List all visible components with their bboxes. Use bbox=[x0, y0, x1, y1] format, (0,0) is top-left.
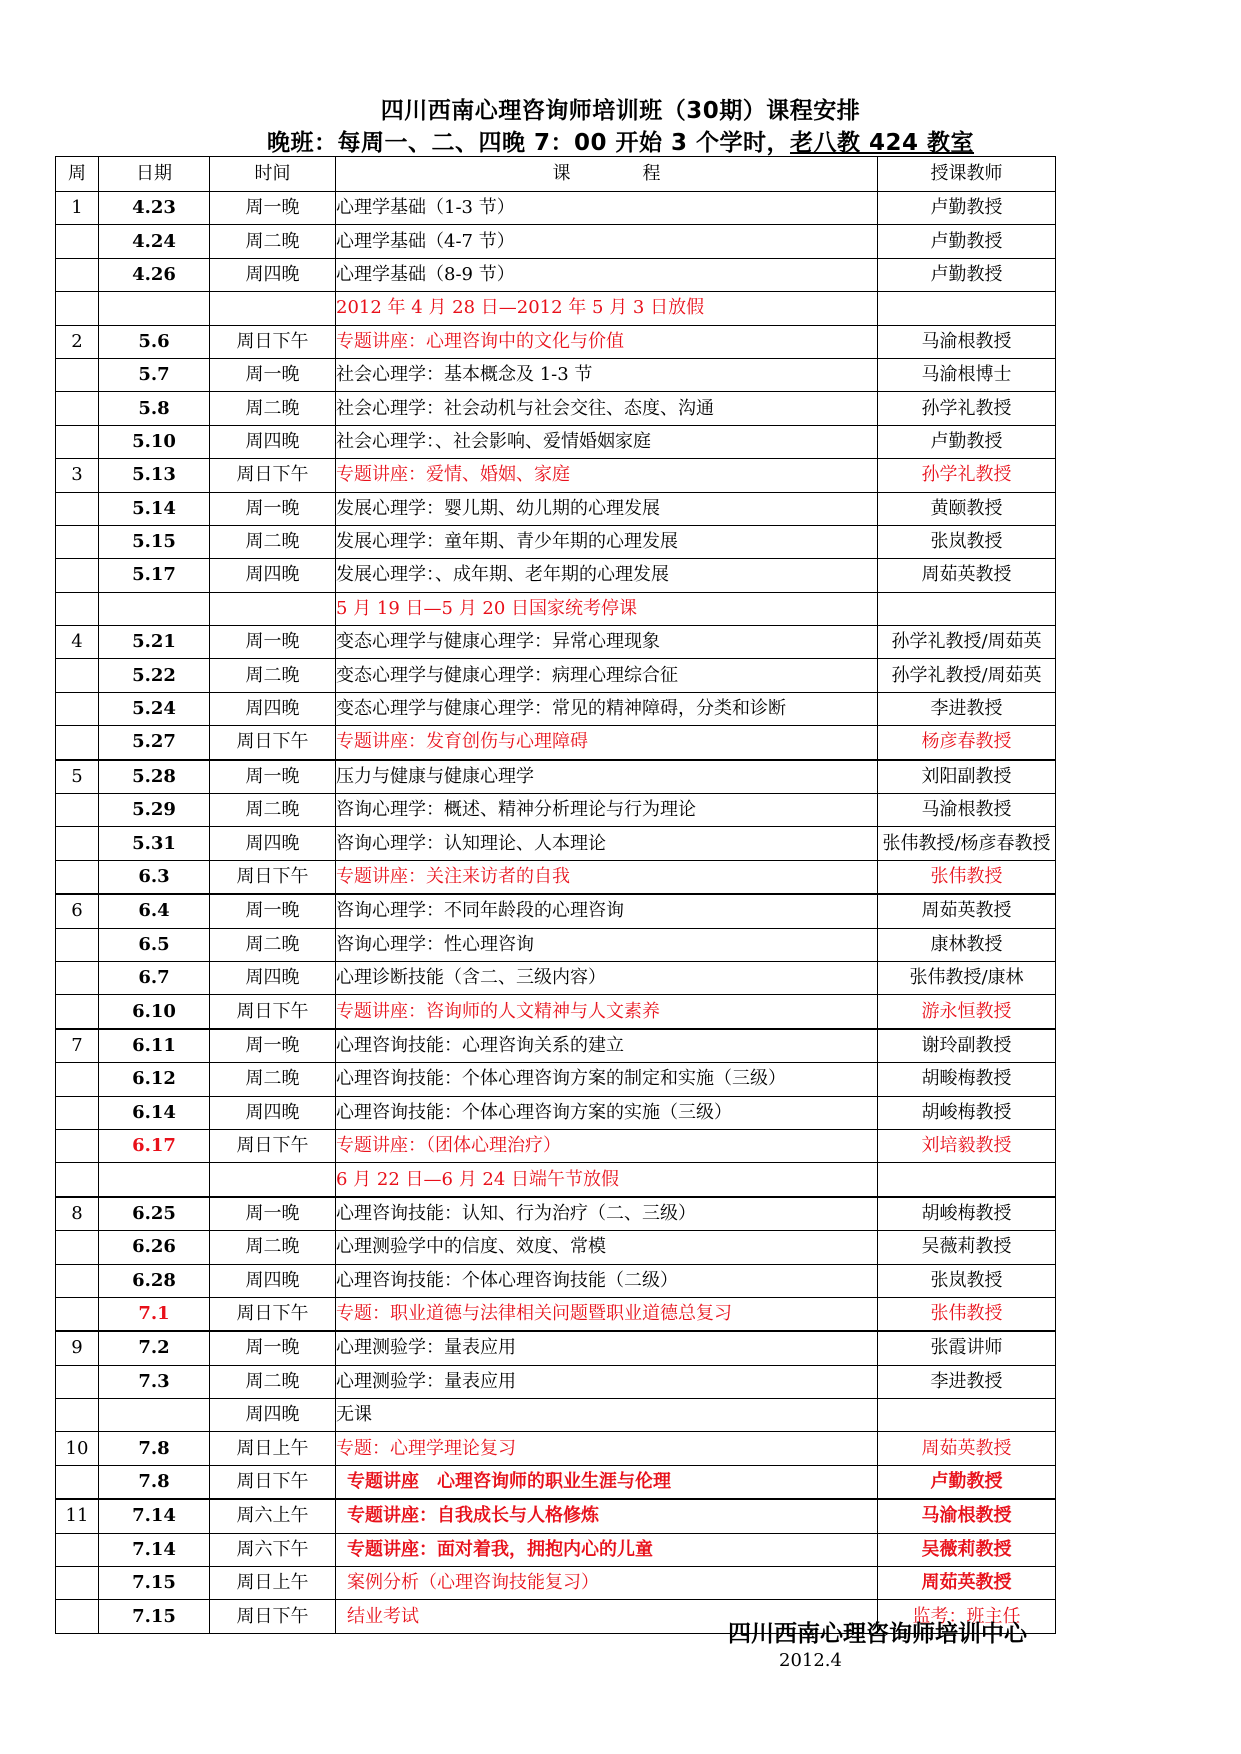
time-cell: 周日下午 bbox=[210, 1129, 336, 1162]
teacher-cell: 李进教授 bbox=[878, 1365, 1056, 1398]
time-cell: 周二晚 bbox=[210, 1231, 336, 1264]
date-cell: 5.27 bbox=[99, 726, 210, 760]
course-cell: 变态心理学与健康心理学：病理心理综合征 bbox=[336, 659, 878, 692]
week-cell bbox=[56, 961, 99, 994]
table-row bbox=[56, 1231, 1056, 1264]
table-row bbox=[56, 225, 1056, 258]
course-cell: 结业考试 bbox=[336, 1600, 878, 1633]
table-row bbox=[56, 1163, 1056, 1197]
course-cell: 咨询心理学：认知理论、人本理论 bbox=[336, 827, 878, 860]
date-cell: 5.17 bbox=[99, 559, 210, 592]
teacher-cell: 吴薇莉教授 bbox=[878, 1231, 1056, 1264]
table-row bbox=[56, 995, 1056, 1029]
course-cell: 专题讲座：爱情、婚姻、家庭 bbox=[336, 459, 878, 492]
course-cell: 咨询心理学：概述、精神分析理论与行为理论 bbox=[336, 794, 878, 827]
header-date: 日期 bbox=[99, 157, 210, 192]
date-cell: 6.10 bbox=[99, 995, 210, 1029]
table-row bbox=[56, 1129, 1056, 1162]
week-cell bbox=[56, 358, 99, 391]
teacher-cell: 马渝根教授 bbox=[878, 325, 1056, 358]
teacher-cell: 卢勤教授 bbox=[878, 258, 1056, 291]
course-cell: 变态心理学与健康心理学：异常心理现象 bbox=[336, 626, 878, 659]
date-cell: 5.15 bbox=[99, 525, 210, 558]
course-cell: 社会心理学：、社会影响、爱情婚姻家庭 bbox=[336, 425, 878, 458]
date-cell: 5.13 bbox=[99, 459, 210, 492]
time-cell: 周一晚 bbox=[210, 626, 336, 659]
week-cell bbox=[56, 1365, 99, 1398]
teacher-cell: 张伟教授/杨彦春教授 bbox=[878, 827, 1056, 860]
time-cell: 周二晚 bbox=[210, 1365, 336, 1398]
document-title: 四川西南心理咨询师培训班（30期）课程安排 bbox=[380, 98, 861, 124]
teacher-cell: 李进教授 bbox=[878, 692, 1056, 725]
time-cell: 周一晚 bbox=[210, 894, 336, 928]
date-cell: 6.7 bbox=[99, 961, 210, 994]
table-row bbox=[56, 192, 1056, 225]
teacher-cell bbox=[878, 1399, 1056, 1432]
date-cell: 7.14 bbox=[99, 1533, 210, 1566]
course-cell: 专题讲座：面对着我，拥抱内心的儿童 bbox=[336, 1533, 878, 1566]
time-cell: 周日下午 bbox=[210, 726, 336, 760]
table-row bbox=[56, 726, 1056, 760]
table-row bbox=[56, 1063, 1056, 1096]
date-cell: 7.2 bbox=[99, 1331, 210, 1365]
time-cell: 周四晚 bbox=[210, 258, 336, 291]
course-cell: 心理测验学中的信度、效度、常模 bbox=[336, 1231, 878, 1264]
course-cell: 心理学基础（4-7 节） bbox=[336, 225, 878, 258]
week-cell: 9 bbox=[56, 1331, 99, 1365]
time-cell: 周四晚 bbox=[210, 559, 336, 592]
course-cell: 心理测验学：量表应用 bbox=[336, 1365, 878, 1398]
course-cell: 心理咨询技能：心理咨询关系的建立 bbox=[336, 1029, 878, 1063]
date-cell: 5.22 bbox=[99, 659, 210, 692]
time-cell: 周日下午 bbox=[210, 995, 336, 1029]
time-cell bbox=[210, 1163, 336, 1197]
time-cell: 周一晚 bbox=[210, 192, 336, 225]
week-cell bbox=[56, 1096, 99, 1129]
week-cell bbox=[56, 1297, 99, 1331]
time-cell: 周一晚 bbox=[210, 760, 336, 794]
week-cell bbox=[56, 1129, 99, 1162]
header-time: 时间 bbox=[210, 157, 336, 192]
time-cell: 周二晚 bbox=[210, 392, 336, 425]
teacher-cell: 吴薇莉教授 bbox=[878, 1533, 1056, 1566]
teacher-cell: 刘阳副教授 bbox=[878, 760, 1056, 794]
course-cell: 压力与健康与健康心理学 bbox=[336, 760, 878, 794]
week-cell bbox=[56, 525, 99, 558]
course-cell: 专题讲座 心理咨询师的职业生涯与伦理 bbox=[336, 1465, 878, 1499]
week-cell bbox=[56, 1567, 99, 1600]
table-row bbox=[56, 459, 1056, 492]
table-row bbox=[56, 1465, 1056, 1499]
week-cell bbox=[56, 1163, 99, 1197]
week-cell: 4 bbox=[56, 626, 99, 659]
time-cell: 周一晚 bbox=[210, 1029, 336, 1063]
table-row bbox=[56, 258, 1056, 291]
date-cell: 4.26 bbox=[99, 258, 210, 291]
table-row bbox=[56, 1331, 1056, 1365]
table-row bbox=[56, 1499, 1056, 1533]
teacher-cell: 孙学礼教授 bbox=[878, 392, 1056, 425]
course-cell: 案例分析（心理咨询技能复习） bbox=[336, 1567, 878, 1600]
time-cell: 周日下午 bbox=[210, 1297, 336, 1331]
date-cell: 5.21 bbox=[99, 626, 210, 659]
date-cell: 6.11 bbox=[99, 1029, 210, 1063]
table-row bbox=[56, 1197, 1056, 1231]
date-cell: 4.24 bbox=[99, 225, 210, 258]
table-row bbox=[56, 492, 1056, 525]
table-row bbox=[56, 794, 1056, 827]
date-cell: 6.4 bbox=[99, 894, 210, 928]
course-cell: 无课 bbox=[336, 1399, 878, 1432]
date-cell: 7.14 bbox=[99, 1499, 210, 1533]
course-cell: 发展心理学：婴儿期、幼儿期的心理发展 bbox=[336, 492, 878, 525]
table-row bbox=[56, 1567, 1056, 1600]
schedule-body bbox=[56, 192, 1056, 1634]
week-cell: 7 bbox=[56, 1029, 99, 1063]
course-cell: 心理测验学：量表应用 bbox=[336, 1331, 878, 1365]
time-cell: 周四晚 bbox=[210, 827, 336, 860]
date-cell bbox=[99, 1163, 210, 1197]
teacher-cell: 张伟教授 bbox=[878, 1297, 1056, 1331]
time-cell bbox=[210, 592, 336, 625]
week-cell bbox=[56, 928, 99, 961]
time-cell: 周四晚 bbox=[210, 692, 336, 725]
header-row bbox=[56, 157, 1056, 192]
course-cell: 心理咨询技能：认知、行为治疗（二、三级） bbox=[336, 1197, 878, 1231]
time-cell: 周四晚 bbox=[210, 1399, 336, 1432]
date-cell: 6.26 bbox=[99, 1231, 210, 1264]
time-cell: 周日下午 bbox=[210, 1600, 336, 1633]
table-row bbox=[56, 827, 1056, 860]
date-cell: 4.23 bbox=[99, 192, 210, 225]
week-cell: 3 bbox=[56, 459, 99, 492]
teacher-cell: 周茹英教授 bbox=[878, 894, 1056, 928]
course-cell: 心理诊断技能（含二、三级内容） bbox=[336, 961, 878, 994]
time-cell: 周二晚 bbox=[210, 794, 336, 827]
teacher-cell: 孙学礼教授/周茹英 bbox=[878, 626, 1056, 659]
time-cell: 周二晚 bbox=[210, 225, 336, 258]
course-cell: 5 月 19 日—5 月 20 日国家统考停课 bbox=[336, 592, 878, 625]
teacher-cell: 张霞讲师 bbox=[878, 1331, 1056, 1365]
table-row bbox=[56, 1399, 1056, 1432]
course-cell: 专题讲座：咨询师的人文精神与人文素养 bbox=[336, 995, 878, 1029]
course-cell: 专题：心理学理论复习 bbox=[336, 1432, 878, 1465]
teacher-cell: 刘培毅教授 bbox=[878, 1129, 1056, 1162]
table-row bbox=[56, 525, 1056, 558]
date-cell: 7.1 bbox=[99, 1297, 210, 1331]
course-cell: 心理学基础（8-9 节） bbox=[336, 258, 878, 291]
date-cell: 5.24 bbox=[99, 692, 210, 725]
teacher-cell bbox=[878, 592, 1056, 625]
time-cell: 周四晚 bbox=[210, 961, 336, 994]
week-cell bbox=[56, 827, 99, 860]
teacher-cell: 监考：班主任 bbox=[878, 1600, 1056, 1633]
week-cell bbox=[56, 692, 99, 725]
time-cell: 周四晚 bbox=[210, 1096, 336, 1129]
time-cell: 周日下午 bbox=[210, 1465, 336, 1499]
course-cell: 2012 年 4 月 28 日—2012 年 5 月 3 日放假 bbox=[336, 292, 878, 325]
date-cell: 5.8 bbox=[99, 392, 210, 425]
time-cell: 周一晚 bbox=[210, 492, 336, 525]
date-cell: 6.5 bbox=[99, 928, 210, 961]
date-cell: 5.14 bbox=[99, 492, 210, 525]
date-cell: 5.10 bbox=[99, 425, 210, 458]
teacher-cell: 游永恒教授 bbox=[878, 995, 1056, 1029]
course-cell: 心理学基础（1-3 节） bbox=[336, 192, 878, 225]
teacher-cell: 周茹英教授 bbox=[878, 559, 1056, 592]
date-cell: 6.25 bbox=[99, 1197, 210, 1231]
date-cell bbox=[99, 1399, 210, 1432]
week-cell bbox=[56, 726, 99, 760]
time-cell: 周日上午 bbox=[210, 1567, 336, 1600]
course-cell: 6 月 22 日—6 月 24 日端午节放假 bbox=[336, 1163, 878, 1197]
week-cell bbox=[56, 258, 99, 291]
table-row bbox=[56, 760, 1056, 794]
footer-organization: 四川西南心理咨询师培训中心 bbox=[728, 1621, 1027, 1647]
time-cell: 周一晚 bbox=[210, 1331, 336, 1365]
time-cell: 周一晚 bbox=[210, 358, 336, 391]
week-cell bbox=[56, 794, 99, 827]
week-cell bbox=[56, 425, 99, 458]
date-cell: 7.15 bbox=[99, 1567, 210, 1600]
date-cell: 7.8 bbox=[99, 1432, 210, 1465]
week-cell: 5 bbox=[56, 760, 99, 794]
table-row bbox=[56, 1297, 1056, 1331]
header-week: 周 bbox=[56, 157, 99, 192]
week-cell: 6 bbox=[56, 894, 99, 928]
schedule-table bbox=[55, 156, 1056, 1634]
week-cell: 8 bbox=[56, 1197, 99, 1231]
week-cell bbox=[56, 1600, 99, 1633]
date-cell: 5.6 bbox=[99, 325, 210, 358]
time-cell: 周二晚 bbox=[210, 525, 336, 558]
date-cell: 6.17 bbox=[99, 1129, 210, 1162]
week-cell bbox=[56, 860, 99, 894]
table-row bbox=[56, 1432, 1056, 1465]
table-row bbox=[56, 860, 1056, 894]
course-cell: 社会心理学：社会动机与社会交往、态度、沟通 bbox=[336, 392, 878, 425]
week-cell bbox=[56, 1264, 99, 1297]
time-cell bbox=[210, 292, 336, 325]
teacher-cell: 周茹英教授 bbox=[878, 1432, 1056, 1465]
header-teacher: 授课教师 bbox=[878, 157, 1056, 192]
week-cell bbox=[56, 995, 99, 1029]
table-row bbox=[56, 1533, 1056, 1566]
week-cell: 1 bbox=[56, 192, 99, 225]
teacher-cell: 卢勤教授 bbox=[878, 192, 1056, 225]
week-cell bbox=[56, 1063, 99, 1096]
course-cell: 专题讲座：关注来访者的自我 bbox=[336, 860, 878, 894]
course-cell: 心理咨询技能：个体心理咨询方案的实施（三级） bbox=[336, 1096, 878, 1129]
header-course: 课 程 bbox=[336, 157, 878, 192]
date-cell: 7.8 bbox=[99, 1465, 210, 1499]
course-cell: 变态心理学与健康心理学：常见的精神障碍，分类和诊断 bbox=[336, 692, 878, 725]
time-cell: 周六下午 bbox=[210, 1533, 336, 1566]
week-cell bbox=[56, 559, 99, 592]
date-cell: 5.29 bbox=[99, 794, 210, 827]
teacher-cell: 杨彦春教授 bbox=[878, 726, 1056, 760]
table-row bbox=[56, 894, 1056, 928]
table-row bbox=[56, 292, 1056, 325]
date-cell: 7.3 bbox=[99, 1365, 210, 1398]
teacher-cell: 胡峻梅教授 bbox=[878, 1096, 1056, 1129]
date-cell: 5.7 bbox=[99, 358, 210, 391]
table-row bbox=[56, 692, 1056, 725]
table-row bbox=[56, 358, 1056, 391]
teacher-cell: 马渝根博士 bbox=[878, 358, 1056, 391]
week-cell: 10 bbox=[56, 1432, 99, 1465]
week-cell bbox=[56, 592, 99, 625]
time-cell: 周二晚 bbox=[210, 928, 336, 961]
teacher-cell: 康林教授 bbox=[878, 928, 1056, 961]
time-cell: 周日下午 bbox=[210, 860, 336, 894]
table-row bbox=[56, 592, 1056, 625]
date-cell: 6.3 bbox=[99, 860, 210, 894]
table-row bbox=[56, 626, 1056, 659]
date-cell bbox=[99, 592, 210, 625]
week-cell bbox=[56, 659, 99, 692]
teacher-cell: 卢勤教授 bbox=[878, 1465, 1056, 1499]
week-cell bbox=[56, 1465, 99, 1499]
teacher-cell: 胡畯梅教授 bbox=[878, 1063, 1056, 1096]
table-row bbox=[56, 961, 1056, 994]
table-row bbox=[56, 1365, 1056, 1398]
teacher-cell bbox=[878, 1163, 1056, 1197]
table-row bbox=[56, 392, 1056, 425]
teacher-cell: 马渝根教授 bbox=[878, 794, 1056, 827]
table-row bbox=[56, 559, 1056, 592]
table-row bbox=[56, 1096, 1056, 1129]
course-cell: 专题讲座：（团体心理治疗） bbox=[336, 1129, 878, 1162]
week-cell bbox=[56, 492, 99, 525]
course-cell: 专题讲座：发育创伤与心理障碍 bbox=[336, 726, 878, 760]
course-cell: 专题讲座：心理咨询中的文化与价值 bbox=[336, 325, 878, 358]
course-cell: 社会心理学：基本概念及 1-3 节 bbox=[336, 358, 878, 391]
teacher-cell: 张伟教授 bbox=[878, 860, 1056, 894]
date-cell: 5.31 bbox=[99, 827, 210, 860]
date-cell: 6.28 bbox=[99, 1264, 210, 1297]
time-cell: 周四晚 bbox=[210, 1264, 336, 1297]
week-cell: 2 bbox=[56, 325, 99, 358]
course-cell: 心理咨询技能：个体心理咨询方案的制定和实施（三级） bbox=[336, 1063, 878, 1096]
subtitle-schedule: 晚班：每周一、二、四晚 7：00 开始 3 个学时， bbox=[266, 130, 790, 156]
time-cell: 周四晚 bbox=[210, 425, 336, 458]
teacher-cell bbox=[878, 292, 1056, 325]
course-cell: 心理咨询技能：个体心理咨询技能（二级） bbox=[336, 1264, 878, 1297]
teacher-cell: 马渝根教授 bbox=[878, 1499, 1056, 1533]
date-cell: 6.12 bbox=[99, 1063, 210, 1096]
week-cell bbox=[56, 1231, 99, 1264]
course-cell: 发展心理学：童年期、青少年期的心理发展 bbox=[336, 525, 878, 558]
course-cell: 咨询心理学：不同年龄段的心理咨询 bbox=[336, 894, 878, 928]
week-cell bbox=[56, 225, 99, 258]
time-cell: 周日下午 bbox=[210, 459, 336, 492]
course-cell: 咨询心理学：性心理咨询 bbox=[336, 928, 878, 961]
course-cell: 发展心理学：、成年期、老年期的心理发展 bbox=[336, 559, 878, 592]
teacher-cell: 谢玲副教授 bbox=[878, 1029, 1056, 1063]
teacher-cell: 张岚教授 bbox=[878, 525, 1056, 558]
time-cell: 周六上午 bbox=[210, 1499, 336, 1533]
course-cell: 专题讲座：自我成长与人格修炼 bbox=[336, 1499, 878, 1533]
week-cell bbox=[56, 1399, 99, 1432]
table-row bbox=[56, 325, 1056, 358]
subtitle-classroom: 老八教 424 教室 bbox=[790, 130, 975, 156]
teacher-cell: 黄颐教授 bbox=[878, 492, 1056, 525]
table-row bbox=[56, 1029, 1056, 1063]
table-row bbox=[56, 425, 1056, 458]
time-cell: 周日上午 bbox=[210, 1432, 336, 1465]
date-cell: 7.15 bbox=[99, 1600, 210, 1633]
time-cell: 周日下午 bbox=[210, 325, 336, 358]
teacher-cell: 张岚教授 bbox=[878, 1264, 1056, 1297]
teacher-cell: 周茹英教授 bbox=[878, 1567, 1056, 1600]
week-cell: 11 bbox=[56, 1499, 99, 1533]
time-cell: 周二晚 bbox=[210, 659, 336, 692]
footer-date: 2012.4 bbox=[779, 1650, 842, 1671]
time-cell: 周二晚 bbox=[210, 1063, 336, 1096]
week-cell bbox=[56, 392, 99, 425]
teacher-cell: 孙学礼教授 bbox=[878, 459, 1056, 492]
course-cell: 专题：职业道德与法律相关问题暨职业道德总复习 bbox=[336, 1297, 878, 1331]
teacher-cell: 孙学礼教授/周茹英 bbox=[878, 659, 1056, 692]
date-cell: 6.14 bbox=[99, 1096, 210, 1129]
table-row bbox=[56, 1264, 1056, 1297]
document-subtitle bbox=[0, 124, 1241, 157]
teacher-cell: 卢勤教授 bbox=[878, 225, 1056, 258]
teacher-cell: 胡峻梅教授 bbox=[878, 1197, 1056, 1231]
date-cell: 5.28 bbox=[99, 760, 210, 794]
week-cell bbox=[56, 292, 99, 325]
week-cell bbox=[56, 1533, 99, 1566]
teacher-cell: 卢勤教授 bbox=[878, 425, 1056, 458]
teacher-cell: 张伟教授/康林 bbox=[878, 961, 1056, 994]
table-row bbox=[56, 659, 1056, 692]
table-row bbox=[56, 928, 1056, 961]
date-cell bbox=[99, 292, 210, 325]
time-cell: 周一晚 bbox=[210, 1197, 336, 1231]
